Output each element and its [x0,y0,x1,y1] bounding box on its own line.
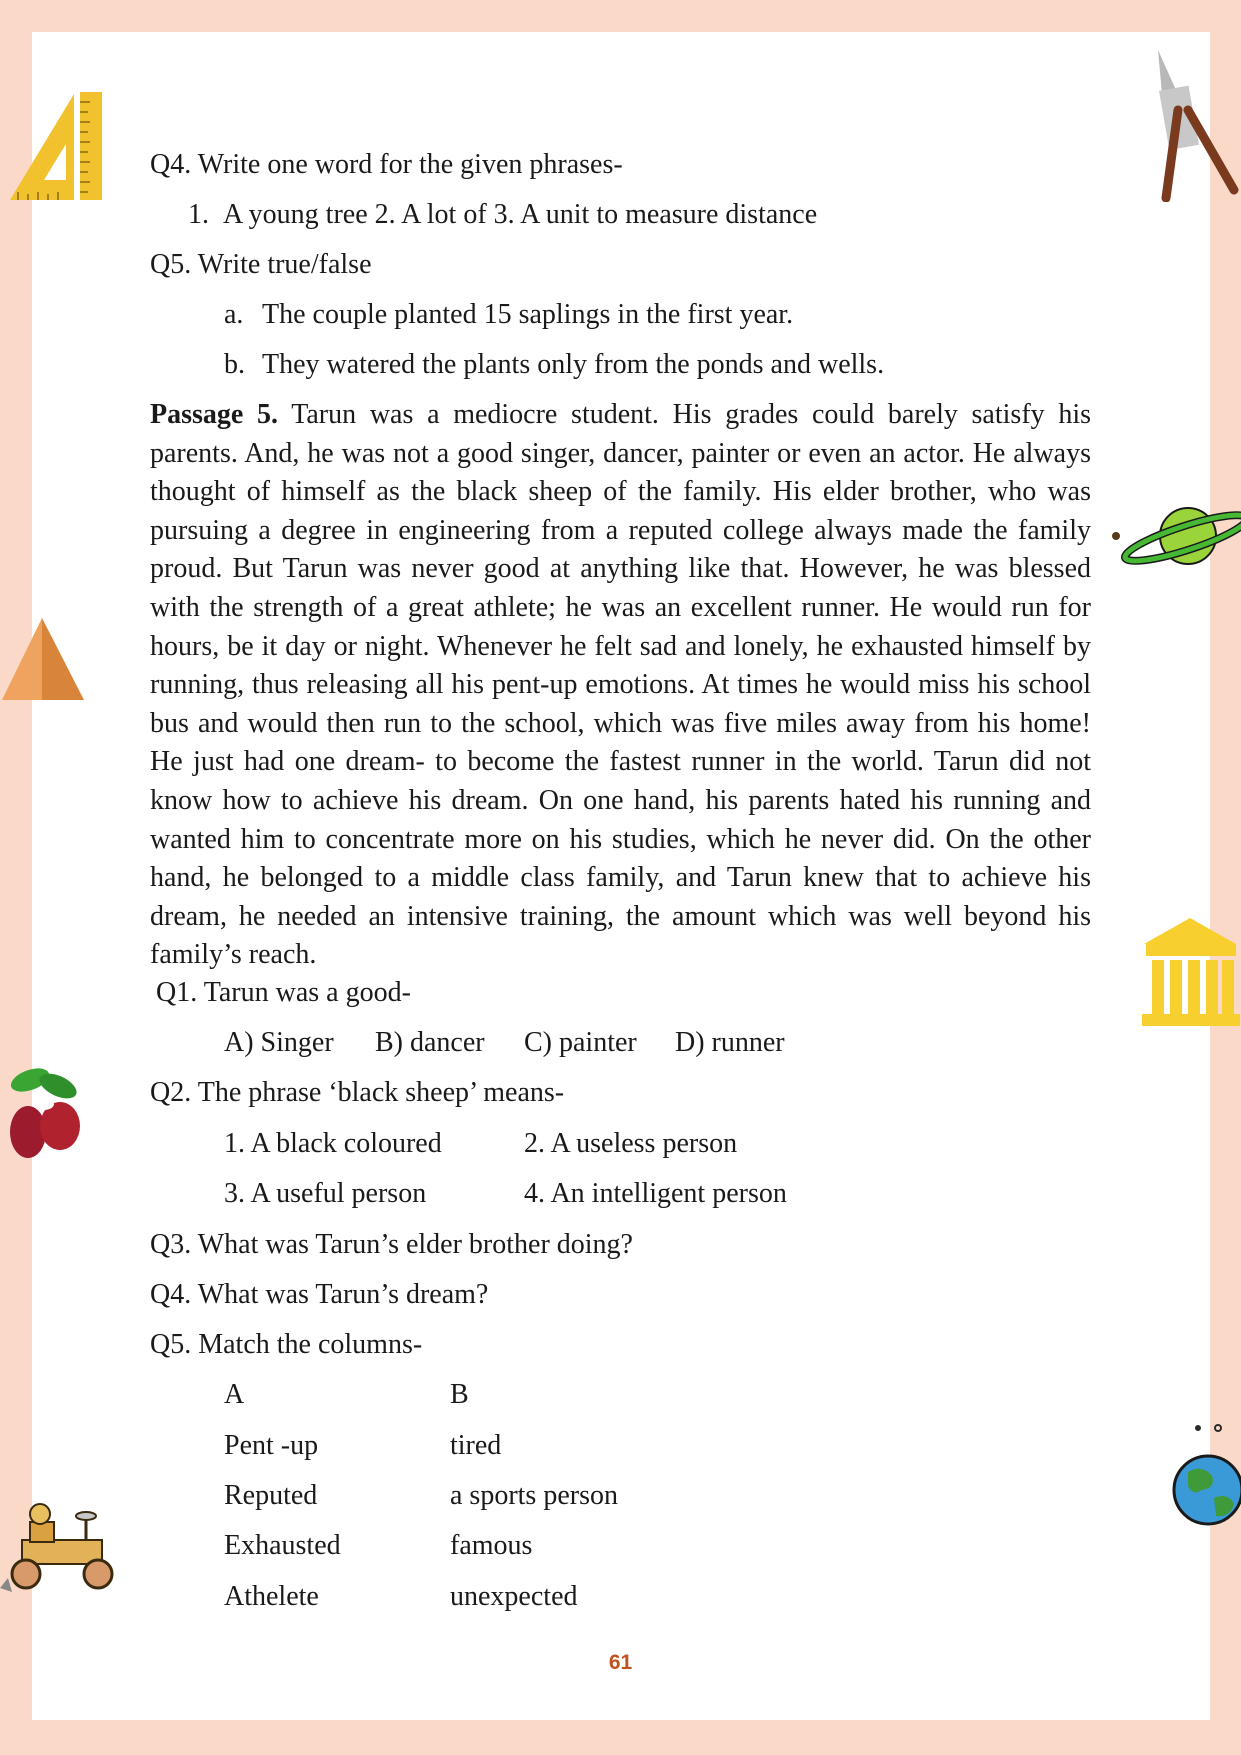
pq1-option-b: B) dancer [375,1027,485,1058]
q5-item-b-marker: b. [224,349,245,380]
passage-5 [150,396,1091,975]
ruler-set-square-icon [4,88,104,203]
q5-title: Q5. Write true/false [150,249,372,280]
pq5-title: Q5. Match the columns- [150,1329,423,1360]
passage-label: Passage 5. [150,399,279,430]
match-row-b: famous [450,1530,533,1561]
match-row-a: Reputed [224,1480,318,1511]
match-row-b: tired [450,1430,502,1461]
pq2-option-3: 3. A useful person [224,1178,427,1209]
lunar-rover-icon [0,1500,128,1600]
match-row-a: Athelete [224,1581,319,1612]
tongs-icon [1148,50,1240,202]
q4-title: Q4. Write one word for the given phrases- [150,149,623,180]
pq1-option-d: D) runner [675,1027,785,1058]
match-row-a: Exhausted [224,1530,341,1561]
pq2-title: Q2. The phrase ‘black sheep’ means- [150,1077,565,1108]
pyramid-icon [0,616,86,702]
pq2-option-4: 4. An intelligent person [524,1178,787,1209]
earth-globe-icon [1168,1424,1241,1530]
match-col-a-header: A [224,1379,245,1410]
radish-icon [0,1060,90,1165]
greek-temple-icon [1140,914,1241,1028]
passage-text: Tarun was a mediocre student. His grades could barely satisfy his parents. And, he was not a good singer, dancer, painter or even an actor. He always thought of himself as the black sheep of the family. His elder brother, who was pursuing a degree in engineering from a reputed college always made the family proud. But Tarun was never good at anything like that. However, he was blessed with the strength of a great athlete; he was an excellent runner. He would run for hours, be it day or night. Whenever he felt sad and lonely, he exhausted himself by running, thus releasing all his pent-up emotions. At times he would miss his school bus and would then run to the school, which was five miles away from his home! He just had one dream- to become the fastest runner in the world. Tarun did not know how to achieve his dream. On one hand, his parents hated his running and wanted him to concentrate more on his studies, which he never did. On the other hand, he belonged to a middle class family, and Tarun knew that to achieve his dream, he needed an intensive training, the amount which was well beyond his family’s reach. [150,399,1092,971]
match-row-b: unexpected [450,1581,578,1612]
pq2-option-1: 1. A black coloured [224,1128,442,1159]
q5-item-a-marker: a. [224,299,244,330]
pq1-option-c: C) painter [524,1027,637,1058]
pq1-option-a: A) Singer [224,1027,334,1058]
q5-item-b-text: They watered the plants only from the ponds and wells. [262,349,885,380]
pq3-title: Q3. What was Tarun’s elder brother doing? [150,1229,633,1260]
q5-item-a-text: The couple planted 15 saplings in the first year. [262,299,794,330]
pq4-title: Q4. What was Tarun’s dream? [150,1279,489,1310]
saturn-planet-icon [1110,500,1241,575]
match-col-b-header: B [450,1379,469,1410]
match-row-a: Pent -up [224,1430,319,1461]
pq2-option-2: 2. A useless person [524,1128,738,1159]
page-number: 61 [608,1651,633,1674]
match-row-b: a sports person [450,1480,618,1511]
q4-phrases: 1. A young tree 2. A lot of 3. A unit to measure distance [188,199,818,230]
pq1-title: Q1. Tarun was a good- [156,977,411,1008]
